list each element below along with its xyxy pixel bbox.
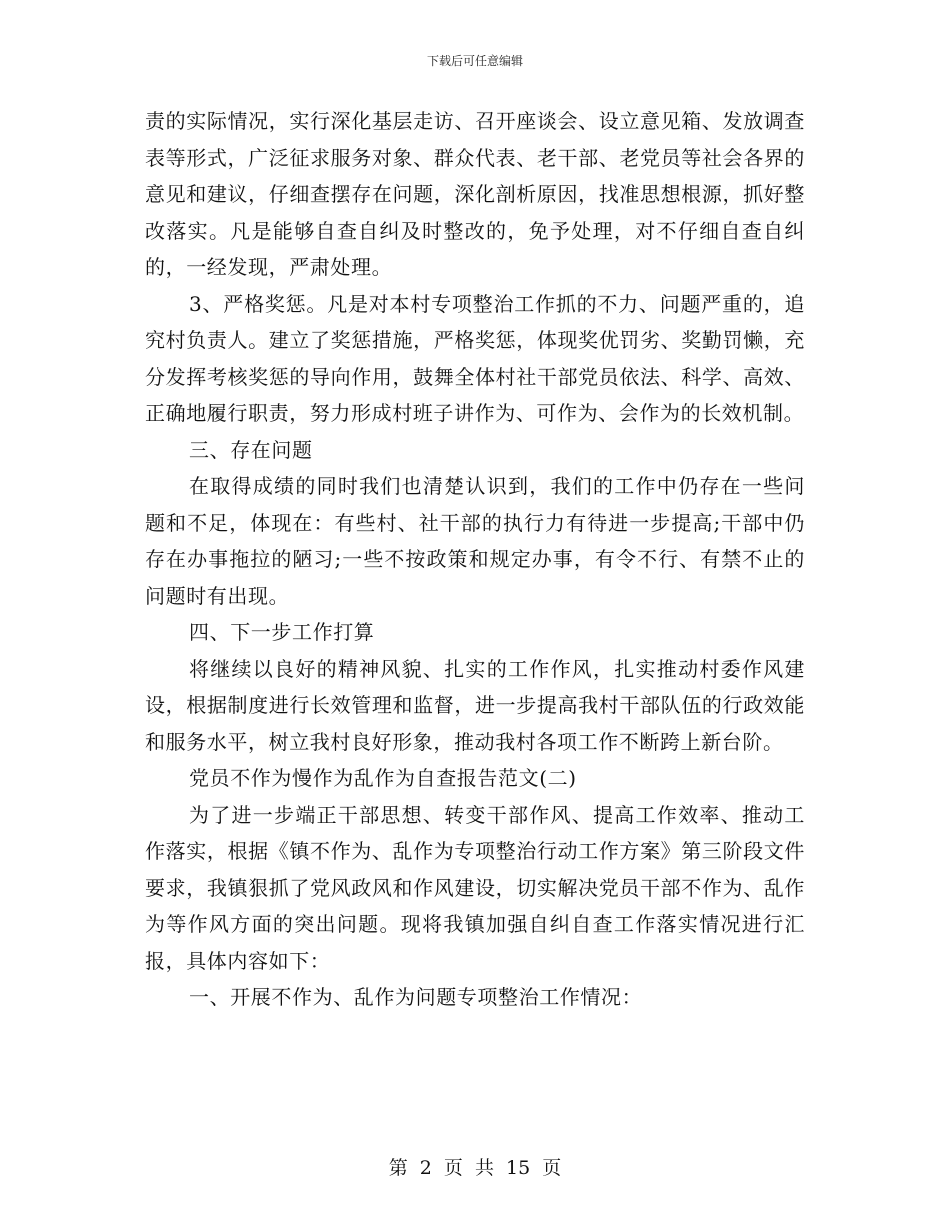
paragraph-continuation: 责的实际情况，实行深化基层走访、召开座谈会、设立意见箱、发放调查表等形式，广泛征求服务对象、群众代表、老干部、老党员等社会各界的意见和建议，仔细查摆存在问题，深化剖析原因，找准思想根源，抓好整改落实。凡是能够自查自纠及时整改的，免予处理，对不仔细自查自纠的，一经发现，严肃处理。 [145, 109, 805, 279]
paragraph-next-steps: 将继续以良好的精神风貌、扎实的工作作风，扎实推动村委作风建设，根据制度进行长效管理和监督，进一步提高我村干部队伍的行政效能和服务水平，树立我村良好形象，推动我村各项工作不断跨上新台阶。 [145, 656, 805, 754]
section-heading-next-steps: 四、下一步工作打算 [189, 620, 375, 644]
page-number-footer: 第 2 页 共 15 页 [388, 1157, 562, 1179]
document-subtitle-sample-two: 党员不作为慢作为乱作为自查报告范文(二) [189, 766, 577, 790]
section-heading-existing-problems: 三、存在问题 [189, 437, 313, 462]
section-heading-rectification-work: 一、开展不作为、乱作为问题专项整治工作情况： [189, 985, 643, 1009]
paragraph-rewards-penalties: 3、严格奖惩。凡是对本村专项整治工作抓的不力、问题严重的，追究村负责人。建立了奖惩措施，严格奖惩，体现奖优罚劣、奖勤罚懒，充分发挥考核奖惩的导向作用，鼓舞全体村社干部党员依法、科学、高效、正确地履行职责，努力形成村班子讲作为、可作为、会作为的长效机制。 [145, 291, 805, 425]
document-body [145, 103, 805, 1016]
paragraph-problems: 在取得成绩的同时我们也清楚认识到，我们的工作中仍存在一些问题和不足，体现在：有些村、社干部的执行力有待进一步提高;干部中仍存在办事拖拉的陋习;一些不按政策和规定办事，有令不行、有禁不止的问题时有出现。 [145, 474, 805, 608]
page-header-note: 下载后可任意编辑 [426, 54, 523, 68]
paragraph-introduction: 为了进一步端正干部思想、转变干部作风、提高工作效率、推动工作落实，根据《镇不作为、乱作为专项整治行动工作方案》第三阶段文件要求，我镇狠抓了党风政风和作风建设，切实解决党员干部不作为、乱作为等作风方面的突出问题。现将我镇加强自纠自查工作落实情况进行汇报，具体内容如下： [145, 802, 805, 973]
